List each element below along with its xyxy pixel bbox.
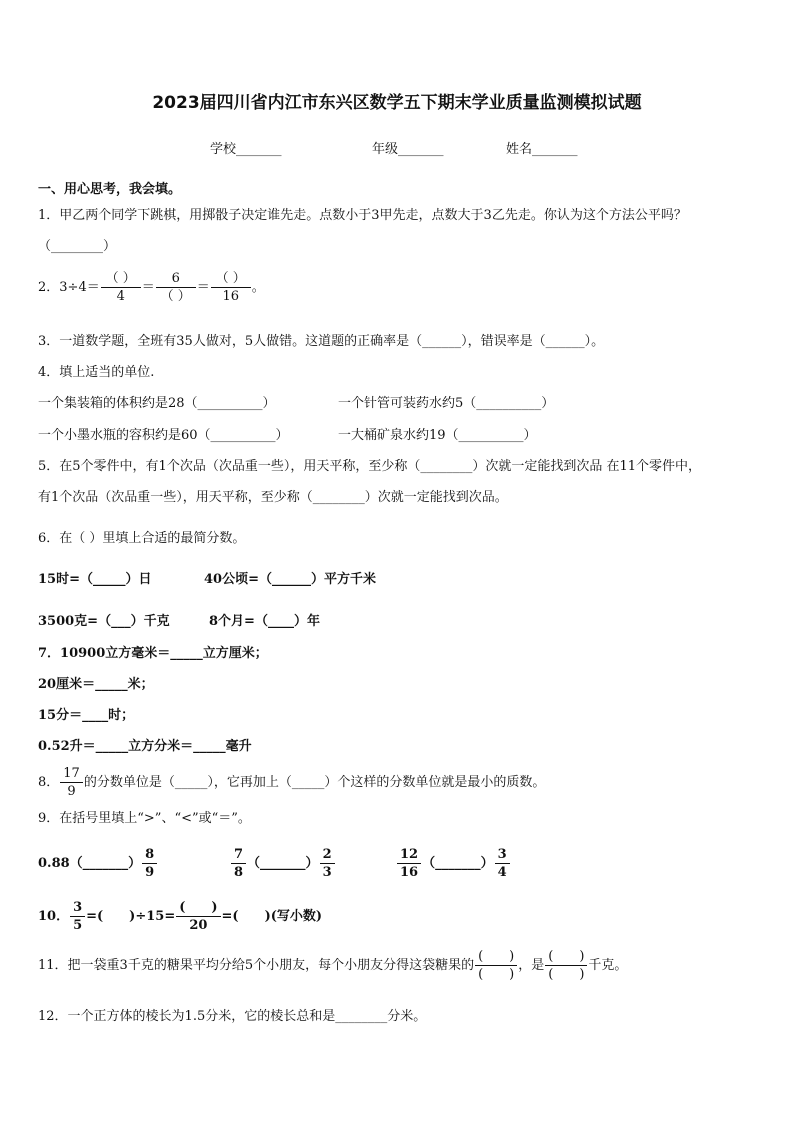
question-4d: 一大桶矿泉水约19（__________） [338,428,537,443]
q9c-numerator-2: 3 [495,846,510,864]
q2-fraction-2 [156,270,196,305]
question-7b: 20厘米＝_____米； [38,677,154,692]
q10-mid: =( )÷15= [86,909,176,924]
q9c-numerator-1: 12 [397,846,421,864]
question-9a [38,846,158,881]
q9c-fraction-1 [397,846,421,881]
q10-end: =( )(写小数) [221,909,323,924]
q9c-fraction-2 [495,846,510,881]
q2-equals-2: ＝ [196,280,210,295]
q10-denominator-1: 5 [73,918,83,933]
q2-equals-1: ＝ [141,280,155,295]
question-4a: 一个集装箱的体积约是28（__________） [38,396,276,411]
q10-number: 10． [38,909,70,924]
q11-denominator-2: ( ) [548,967,585,982]
q9c-denominator-2: 4 [497,865,507,880]
q10-denominator-2: 20 [189,918,208,933]
q9c-denominator-1: 16 [400,865,419,880]
question-6d: 8个月=（____）年 [209,614,320,629]
q9c-mid: （_______） [422,856,494,871]
section-heading: 一、用心思考，我会填。 [38,182,182,197]
q11-denominator-1: ( ) [478,967,515,982]
q8-number: 8． [38,775,60,790]
q11-numerator-2: ( ) [545,948,587,966]
q9b-denominator-1: 8 [234,865,244,880]
q9b-fraction-1 [231,846,246,881]
question-6b: 40公顷=（______）平方千米 [204,572,376,587]
q9b-fraction-2 [320,846,335,881]
question-4c: 一个小墨水瓶的容积约是60（__________） [38,428,289,443]
q2-number: 2． [38,280,60,295]
q10-numerator-2: ( ) [176,899,220,917]
q9a-denominator: 9 [145,865,155,880]
q2-lead: 3÷4＝ [59,280,100,295]
question-10 [38,899,322,934]
q11-end: 千克。 [588,958,628,973]
question-1-answer: （________） [38,239,117,254]
question-1: 1．甲乙两个同学下跳棋，用掷骰子决定谁先走。点数小于3甲先走，点数大于3乙先走。你认为这个方法公平吗？ [38,208,687,223]
school-field: 学校_______ [210,142,282,157]
question-9b [230,846,336,881]
question-6-head: 6．在（ ）里填上合适的最简分数。 [38,531,246,546]
q11-lead: 11．把一袋重3千克的糖果平均分给5个小朋友，每个小朋友分得这袋糖果的 [38,958,475,973]
q2-f2-numerator: 6 [156,270,196,288]
question-6a: 15时=（_____）日 [38,572,152,587]
q2-f3-numerator: （ ） [211,270,251,288]
q11-mid: ，是 [518,958,545,973]
q8-fraction [60,765,83,800]
q9b-mid: （_______） [247,856,319,871]
question-2 [38,270,265,305]
question-3: 3．一道数学题，全班有35人做对，5人做错。这道题的正确率是（______），错误率是（______）。 [38,334,605,349]
q2-f1-denominator: 4 [116,289,125,304]
q2-f2-denominator: （ ） [160,289,191,304]
question-4b: 一个针管可装药水约5（__________） [338,396,555,411]
q8-numerator: 17 [60,765,83,783]
question-7a: 7．10900立方毫米＝_____立方厘米； [38,646,268,661]
q10-fraction-1 [70,899,85,934]
q2-f1-numerator: （ ） [101,270,141,288]
question-9-head: 9．在括号里填上“>”、“<”或“＝”。 [38,811,251,826]
q9b-denominator-2: 3 [322,865,332,880]
grade-field: 年级_______ [372,142,444,157]
q11-fraction-2 [545,948,587,983]
q2-fraction-3 [211,270,251,305]
question-12: 12．一个正方体的棱长为1.5分米，它的棱长总和是________分米。 [38,1009,427,1024]
page-title: 2023届四川省内江市东兴区数学五下期末学业质量监测模拟试题 [152,93,642,113]
question-9c [396,846,511,881]
q8-rest: 的分数单位是（_____），它再加上（_____）个这样的分数单位就是最小的质数。 [83,775,546,790]
q8-denominator: 9 [67,784,76,799]
q11-fraction-1 [475,948,517,983]
q2-f3-denominator: 16 [222,289,240,304]
q11-numerator-1: ( ) [475,948,517,966]
q9b-numerator-1: 7 [231,846,246,864]
q9b-numerator-2: 2 [320,846,335,864]
question-7d: 0.52升＝_____立方分米＝_____毫升 [38,739,252,754]
q9a-fraction [142,846,157,881]
question-5-line1: 5．在5个零件中，有1个次品（次品重一些），用天平称，至少称（________）次就一定能找到次品 在11个零件中， [38,459,701,474]
question-8 [38,765,545,800]
name-field: 姓名_______ [506,142,578,157]
q10-numerator-1: 3 [70,899,85,917]
question-5-line2: 有1个次品（次品重一些），用天平称，至少称（________）次就一定能找到次品。 [38,490,508,505]
question-11 [38,948,627,983]
question-6c: 3500克=（___）千克 [38,614,170,629]
q9a-lead: 0.88（_______） [38,856,142,871]
q2-fraction-1 [101,270,141,305]
question-7c: 15分＝____时； [38,708,135,723]
question-4-head: 4．填上适当的单位. [38,365,155,380]
q10-fraction-2 [176,899,220,934]
q9a-numerator: 8 [142,846,157,864]
q2-end: 。 [251,280,265,295]
